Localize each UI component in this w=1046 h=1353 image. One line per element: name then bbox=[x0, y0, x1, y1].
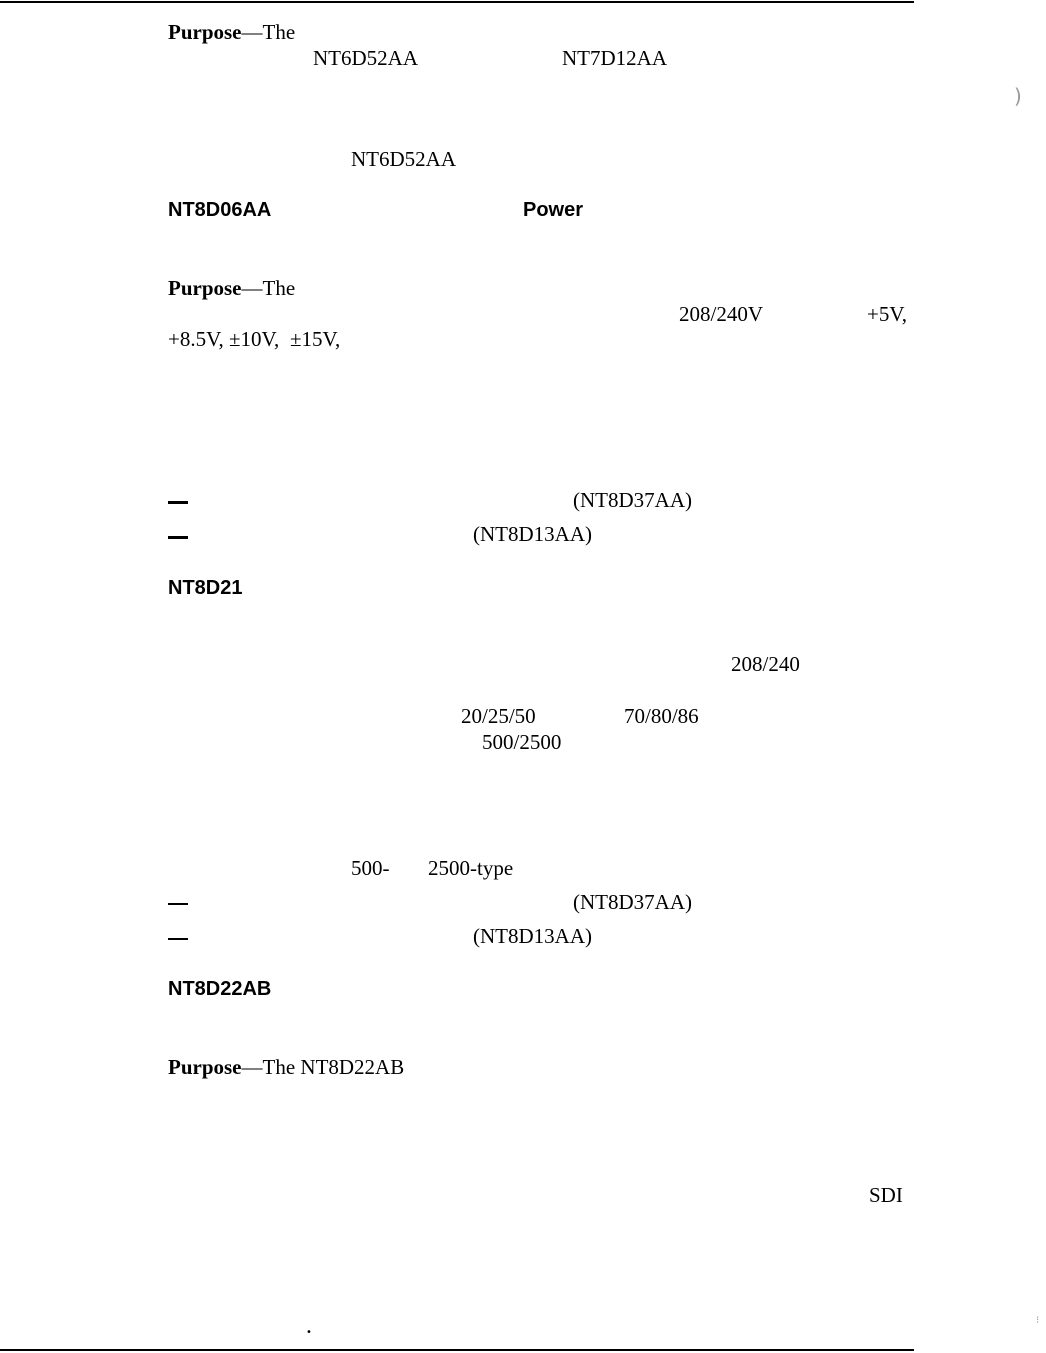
text-fragment: ±15V, bbox=[290, 327, 341, 351]
scan-mark-icon: ) bbox=[1014, 84, 1022, 108]
text-fragment: SDI bbox=[869, 1183, 903, 1207]
top-rule bbox=[0, 1, 914, 3]
text-fragment: NT7D12AA bbox=[562, 46, 667, 70]
text-fragment: 20/25/50 bbox=[461, 704, 536, 728]
text-fragment: 208/240V bbox=[679, 302, 763, 326]
run-in-label: Purpose bbox=[168, 1055, 242, 1079]
bottom-rule bbox=[0, 1349, 914, 1351]
text-fragment: (NT8D37AA) bbox=[573, 488, 692, 512]
section-heading: Power bbox=[523, 199, 584, 221]
text-fragment: (NT8D13AA) bbox=[473, 924, 592, 948]
text-fragment: ±10V, bbox=[229, 327, 280, 351]
text-fragment: (NT8D37AA) bbox=[573, 890, 692, 914]
text-fragment bbox=[168, 22, 295, 43]
run-in-label: Purpose bbox=[168, 20, 242, 44]
text-fragment: 208/240 bbox=[731, 652, 800, 676]
list-dash-icon bbox=[168, 536, 188, 539]
section-heading: NT8D06AA bbox=[168, 199, 272, 221]
text-fragment: NT6D52AA bbox=[351, 147, 456, 171]
list-dash-icon bbox=[168, 903, 188, 905]
run-in-text: —The NT8D22AB bbox=[241, 1055, 405, 1079]
list-dash-icon bbox=[168, 938, 188, 940]
run-in-label: Purpose bbox=[168, 276, 242, 300]
text-fragment: 500/2500 bbox=[482, 730, 562, 754]
text-fragment: +5V, bbox=[867, 302, 908, 326]
text-fragment: 2500-type bbox=[428, 856, 514, 880]
text-fragment bbox=[168, 1057, 404, 1078]
section-heading: NT8D22AB bbox=[168, 978, 272, 1000]
list-dash-icon bbox=[168, 501, 188, 504]
text-fragment: +8.5V, bbox=[168, 327, 224, 351]
text-fragment: (NT8D13AA) bbox=[473, 522, 592, 546]
text-fragment: 70/80/86 bbox=[624, 704, 699, 728]
run-in-text: —The bbox=[241, 276, 296, 300]
text-fragment: 500- bbox=[351, 856, 390, 880]
section-heading: NT8D21 bbox=[168, 577, 243, 599]
text-fragment bbox=[168, 278, 295, 299]
scan-mark-icon: ⁝ bbox=[1036, 1315, 1040, 1326]
run-in-text: —The bbox=[241, 20, 296, 44]
scan-mark-icon: • bbox=[306, 1327, 312, 1338]
text-fragment: NT6D52AA bbox=[313, 46, 418, 70]
